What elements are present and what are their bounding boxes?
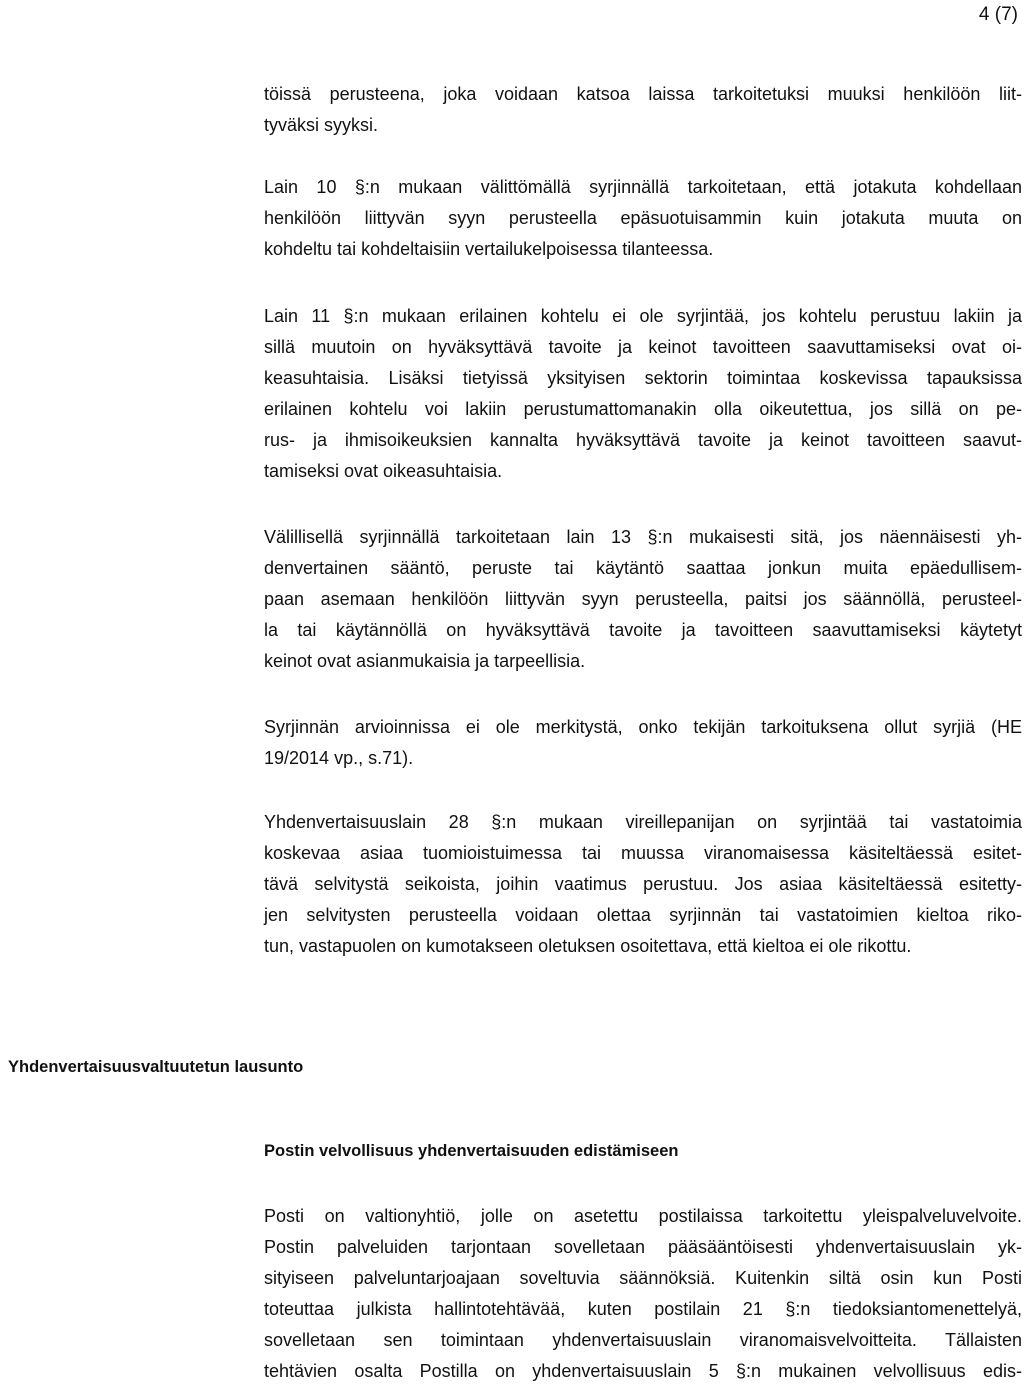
text-line: tyväksi syyksi. bbox=[264, 115, 379, 135]
text-line: sovelletaan sen toimintaan yhdenvertaisuuslain viranomaisvelvoitteita. Tällaisten bbox=[264, 1330, 1022, 1350]
text-line: rus- ja ihmisoikeuksien kannalta hyväksyttävä tavoite ja keinot tavoitteen saavut- bbox=[264, 430, 1022, 450]
text-line: Yhdenvertaisuuslain 28 §:n mukaan vireillepanijan on syrjintää tai vastatoimia bbox=[264, 812, 1022, 832]
paragraph-2 bbox=[264, 172, 1022, 265]
text-line: toteuttaa julkista hallintotehtävää, kuten postilain 21 §:n tiedoksiantomenettelyä, bbox=[264, 1299, 1022, 1319]
text-line: keasuhtaisia. Lisäksi tietyissä yksityisen sektorin toimintaa koskevissa tapauksissa bbox=[264, 368, 1022, 388]
text-line: Syrjinnän arvioinnissa ei ole merkitystä, onko tekijän tarkoituksena ollut syrjiä (HE bbox=[264, 717, 1022, 737]
text-line: Postin palveluiden tarjontaan sovelletaan pääsääntöisesti yhdenvertaisuuslain yk- bbox=[264, 1237, 1022, 1257]
text-line: keinot ovat asianmukaisia ja tarpeellisia. bbox=[264, 651, 586, 671]
text-line: paan asemaan henkilöön liittyvän syyn perusteella, paitsi jos säännöllä, perusteel- bbox=[264, 589, 1022, 609]
text-line: sityiseen palveluntarjoajaan soveltuvia säännöksiä. Kuitenkin siltä osin kun Posti bbox=[264, 1268, 1022, 1288]
text-line: denvertainen sääntö, peruste tai käytäntö saattaa jonkun muita epäedullisem- bbox=[264, 558, 1022, 578]
text-line: 19/2014 vp., s.71). bbox=[264, 748, 414, 768]
text-line: kohdeltu tai kohdeltaisiin vertailukelpoisessa tilanteessa. bbox=[264, 239, 714, 259]
text-line: koskevaa asiaa tuomioistuimessa tai muussa viranomaisessa käsiteltäessä esitet- bbox=[264, 843, 1022, 863]
paragraph-6 bbox=[264, 807, 1022, 962]
section-heading: Yhdenvertaisuusvaltuutetun lausunto bbox=[8, 1058, 304, 1076]
paragraph-5 bbox=[264, 712, 1022, 774]
subsection-heading: Postin velvollisuus yhdenvertaisuuden edistämiseen bbox=[264, 1142, 679, 1160]
text-line: töissä perusteena, joka voidaan katsoa laissa tarkoitetuksi muuksi henkilöön liit- bbox=[264, 84, 1022, 104]
text-line: henkilöön liittyvän syyn perusteella epäsuotuisammin kuin jotakuta muuta on bbox=[264, 208, 1022, 228]
text-line: tävä selvitystä seikoista, joihin vaatimus perustuu. Jos asiaa käsiteltäessä esitetty- bbox=[264, 874, 1022, 894]
paragraph-3 bbox=[264, 301, 1022, 487]
text-line: sillä muutoin on hyväksyttävä tavoite ja keinot tavoitteen saavuttamiseksi ovat oi- bbox=[264, 337, 1022, 357]
text-line: jen selvitysten perusteella voidaan olettaa syrjinnän tai vastatoimien kieltoa riko- bbox=[264, 905, 1022, 925]
text-line: erilainen kohtelu voi lakiin perustumattomanakin olla oikeutettua, jos sillä on pe- bbox=[264, 399, 1022, 419]
text-line: Posti on valtionyhtiö, jolle on asetettu postilaissa tarkoitettu yleispalveluvelvoite. bbox=[264, 1206, 1022, 1226]
text-line: Välillisellä syrjinnällä tarkoitetaan lain 13 §:n mukaisesti sitä, jos näennäisesti yh- bbox=[264, 527, 1022, 547]
text-line: Lain 11 §:n mukaan erilainen kohtelu ei ole syrjintää, jos kohtelu perustuu lakiin ja bbox=[264, 306, 1022, 326]
paragraph-1 bbox=[264, 79, 1022, 141]
text-line: Lain 10 §:n mukaan välittömällä syrjinnällä tarkoitetaan, että jotakuta kohdellaan bbox=[264, 177, 1022, 197]
text-line: tun, vastapuolen on kumotakseen oletuksen osoitettava, että kieltoa ei ole rikottu. bbox=[264, 936, 912, 956]
page-number: 4 (7) bbox=[978, 4, 1018, 25]
text-line: tehtävien osalta Postilla on yhdenvertaisuuslain 5 §:n mukainen velvollisuus edis- bbox=[264, 1361, 1022, 1381]
text-line: tamiseksi ovat oikeasuhtaisia. bbox=[264, 461, 503, 481]
text-line: la tai käytännöllä on hyväksyttävä tavoite ja tavoitteen saavuttamiseksi käytetyt bbox=[264, 620, 1022, 640]
paragraph-7 bbox=[264, 1201, 1022, 1387]
paragraph-4 bbox=[264, 522, 1022, 677]
